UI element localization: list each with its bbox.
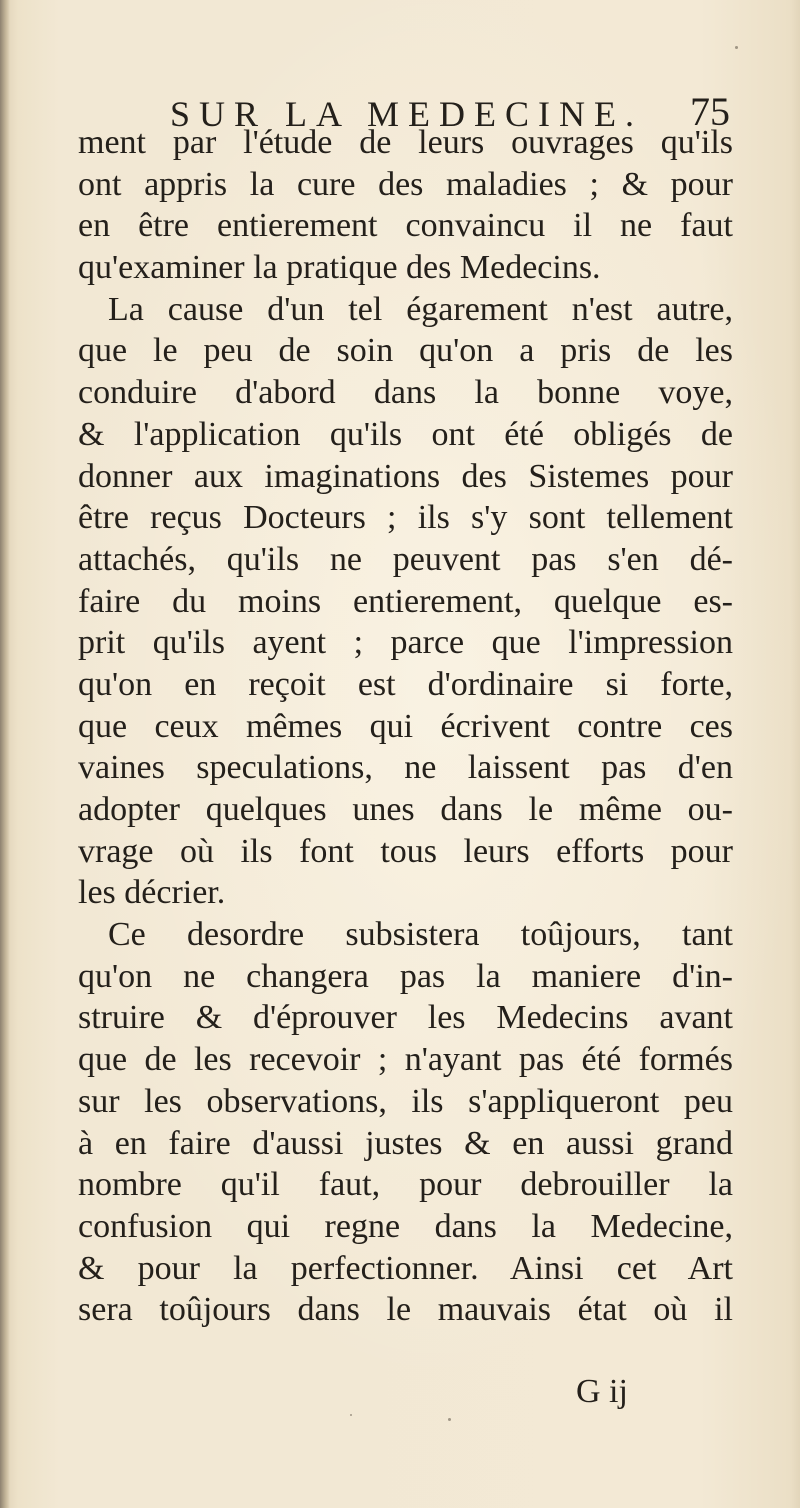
paper-speck — [735, 46, 738, 49]
text-line: prit qu'ils ayent ; parce que l'impression — [78, 624, 733, 662]
text-line: faire du moins entierement, quelque es- — [78, 582, 733, 620]
text-line: La cause d'un tel égarement n'est autre, — [108, 290, 733, 328]
text-line: à en faire d'aussi justes & en aussi grand — [78, 1124, 733, 1162]
text-line: vrage où ils font tous leurs efforts pour — [78, 832, 733, 870]
text-line: sur les observations, ils s'appliqueront peu — [78, 1082, 733, 1120]
text-line: struire & d'éprouver les Medecins avant — [78, 999, 733, 1037]
text-line: être reçus Docteurs ; ils s'y sont tellement — [78, 499, 733, 537]
text-line: ont appris la cure des maladies ; & pour — [78, 165, 733, 203]
page-number: 75 — [690, 89, 730, 134]
text-line: vaines speculations, ne laissent pas d'en — [78, 749, 733, 787]
text-line: ment par l'étude de leurs ouvrages qu'ils — [78, 124, 733, 161]
running-head-title: SUR LA MEDECINE. — [170, 94, 644, 134]
text-line: attachés, qu'ils ne peuvent pas s'en dé- — [78, 540, 733, 578]
text-line: Ce desordre subsistera toûjours, tant — [108, 916, 733, 954]
text-line: donner aux imaginations des Sistemes pour — [78, 457, 733, 495]
text-line: sera toûjours dans le mauvais état où il — [78, 1291, 733, 1329]
text-line: qu'on ne changera pas la maniere d'in- — [78, 957, 733, 995]
text-line: en être entierement convaincu il ne faut — [78, 207, 733, 245]
text-line: conduire d'abord dans la bonne voye, — [78, 374, 733, 412]
text-line: les décrier. — [78, 874, 226, 912]
text-line: que de les recevoir ; n'ayant pas été formés — [78, 1041, 733, 1079]
signature-mark: G ij — [576, 1373, 628, 1410]
text-line: nombre qu'il faut, pour debrouiller la — [78, 1166, 733, 1204]
text-line: qu'examiner la pratique des Medecins. — [78, 249, 601, 287]
paper-speck — [350, 1414, 352, 1416]
text-line: & l'application qu'ils ont été obligés de — [78, 415, 733, 453]
page-gutter-shadow — [0, 0, 10, 1508]
body-text — [78, 122, 733, 1331]
text-line: confusion qui regne dans la Medecine, — [78, 1207, 733, 1245]
text-line: & pour la perfectionner. Ainsi cet Art — [78, 1249, 733, 1287]
text-line: adopter quelques unes dans le même ou- — [78, 791, 733, 828]
text-line: que ceux mêmes qui écrivent contre ces — [78, 707, 733, 745]
text-line: que le peu de soin qu'on a pris de les — [78, 332, 733, 370]
text-line: qu'on en reçoit est d'ordinaire si forte, — [78, 665, 733, 703]
paper-speck — [448, 1418, 451, 1421]
